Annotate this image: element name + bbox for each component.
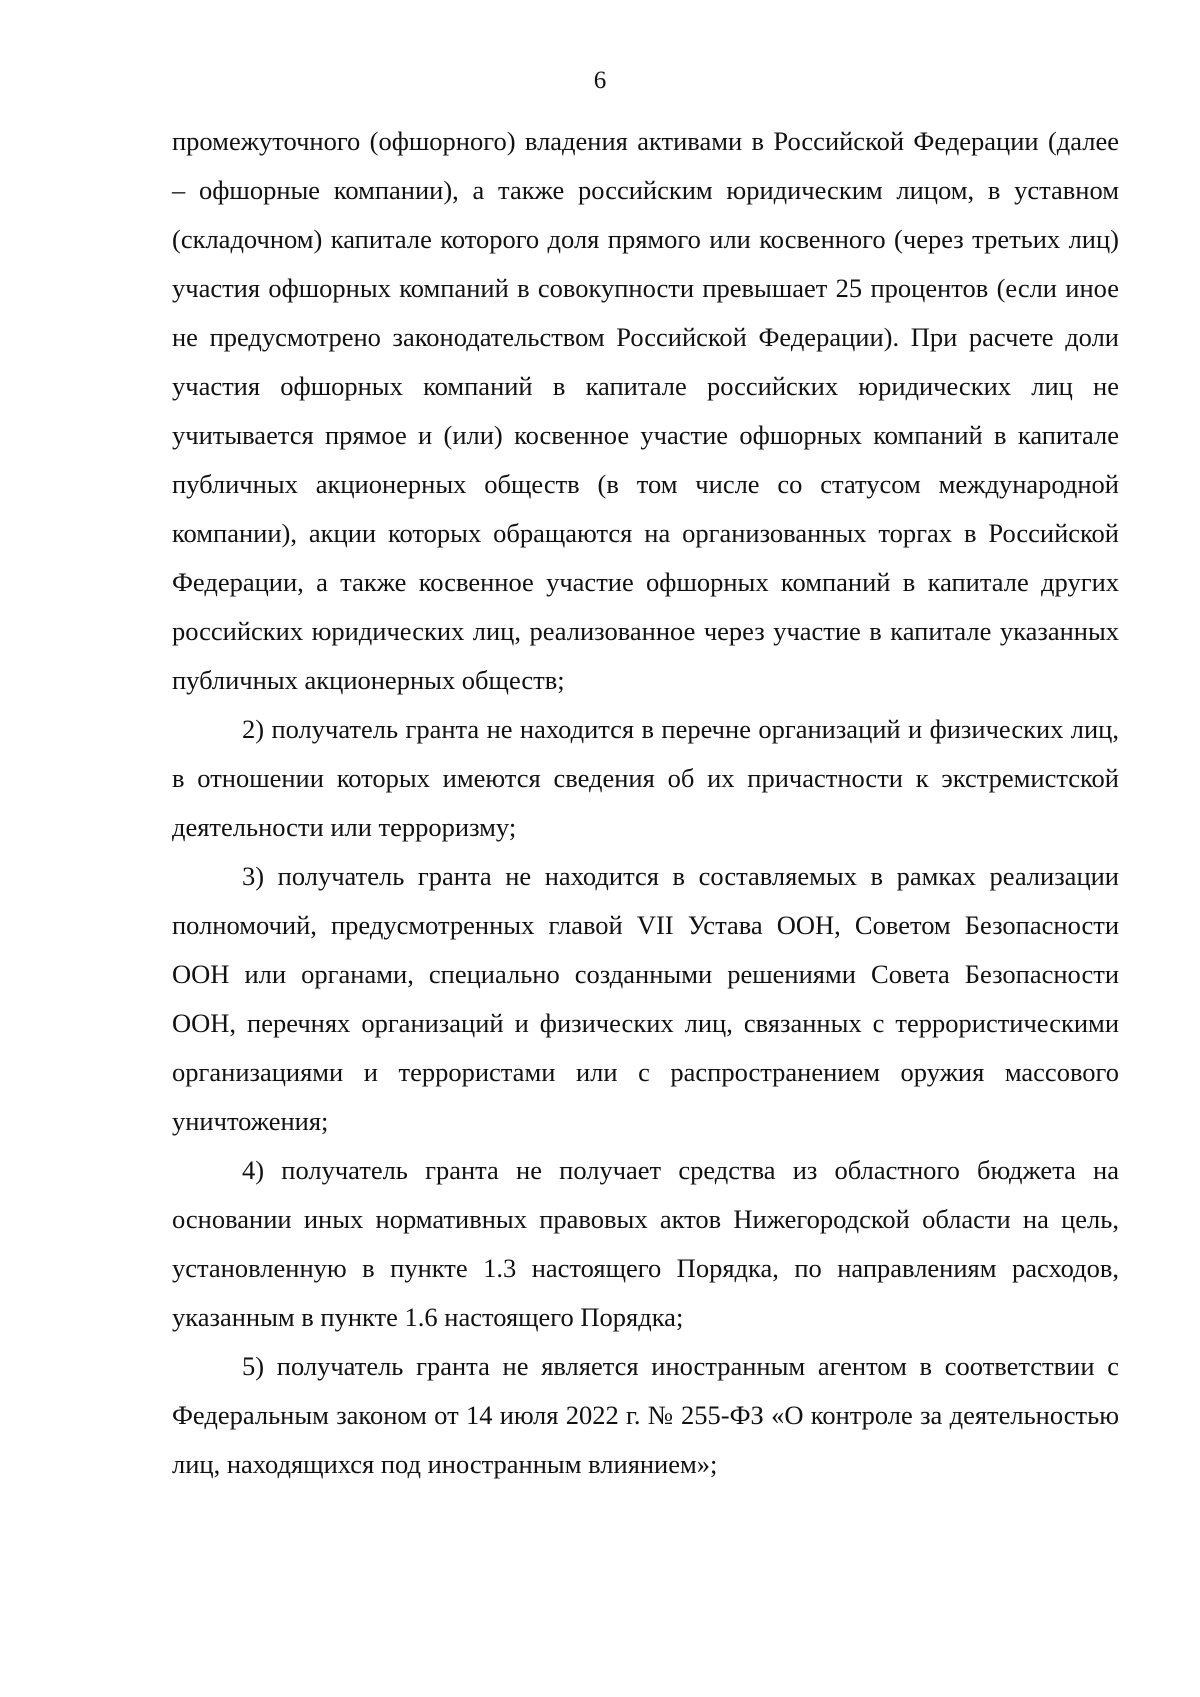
paragraph-item-4: 4) получатель гранта не получает средства из областного бюджета на основании иных нормативных правовых актов Нижегородской области на цель, установленную в пункте 1.3 настоящего Порядка, по направлениям расходов, указанным в пункте 1.6 настоящего Порядка;: [172, 1155, 1119, 1332]
paragraph-item-5: 5) получатель гранта не является иностранным агентом в соответствии с Федеральным законом от 14 июля 2022 г. № 255-ФЗ «О контроле за деятельностью лиц, находящихся под иностранным влиянием»;: [172, 1351, 1119, 1479]
paragraph-item-2: 2) получатель гранта не находится в перечне организаций и физических лиц, в отношении которых имеются сведения об их причастности к экстремистской деятельности или терроризму;: [172, 714, 1119, 842]
paragraph-offshore-continuation: промежуточного (офшорного) владения активами в Российской Федерации (далее – офшорные компании), а также российским юридическим лицом, в уставном (складочном) капитале которого доля прямого или косвенного (через третьих лиц) участия офшорных компаний в совокупности превышает 25 процентов (если иное не предусмотрено законодательством Российской Федерации). При расчете доли участия офшорных компаний в капитале российских юридических лиц не учитывается прямое и (или) косвенное участие офшорных компаний в капитале публичных акционерных обществ (в том числе со статусом международной компании), акции которых обращаются на организованных торгах в Российской Федерации, а также косвенное участие офшорных компаний в капитале других российских юридических лиц, реализованное через участие в капитале указанных публичных акционерных обществ;: [172, 126, 1119, 695]
page-number: 6: [593, 67, 607, 94]
paragraph-item-3: 3) получатель гранта не находится в составляемых в рамках реализации полномочий, предусмотренных главой VII Устава ООН, Советом Безопасности ООН или органами, специально созданными решениями Совета Безопасности ООН, перечнях организаций и физических лиц, связанных с террористическими организациями и террористами или с распространением оружия массового уничтожения;: [172, 861, 1119, 1136]
document-body: [172, 117, 1119, 1489]
